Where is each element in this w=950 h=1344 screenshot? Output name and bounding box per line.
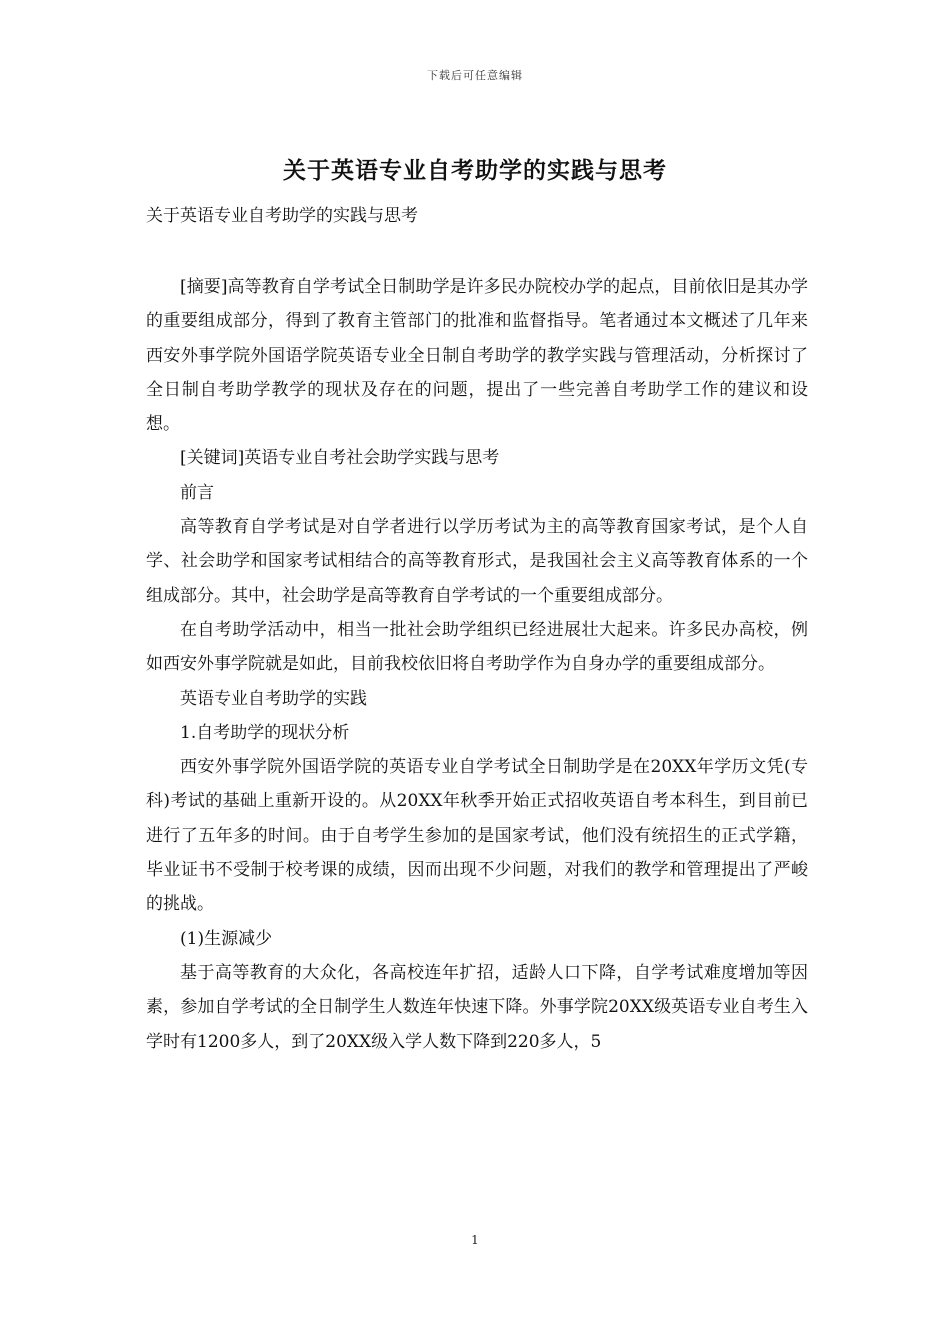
document-body (146, 270, 808, 1059)
body-paragraph: 高等教育自学考试是对自学者进行以学历考试为主的高等教育国家考试，是个人自学、社会助学和国家考试相结合的高等教育形式，是我国社会主义高等教育体系的一个组成部分。其中，社会助学是高等教育自学考试的一个重要组成部分。 (146, 517, 808, 606)
body-paragraph: 基于高等教育的大众化，各高校连年扩招，适龄人口下降，自学考试难度增加等因素，参加自学考试的全日制学生人数连年快速下降。外事学院20XX级英语专业自考生入学时有1200多人，到了20XX级入学人数下降到220多人，5 (146, 962, 808, 1052)
document-title: 关于英语专业自考助学的实践与思考 (283, 157, 667, 184)
page-number: 1 (471, 1233, 479, 1247)
abstract-paragraph: [摘要]高等教育自学考试全日制助学是许多民办院校办学的起点，目前依旧是其办学的重要组成部分，得到了教育主管部门的批准和监督指导。笔者通过本文概述了几年来西安外事学院外国语学院英语专业全日制自考助学的教学实践与管理活动，分析探讨了全日制自考助学教学的现状及存在的问题，提出了一些完善自考助学工作的建议和设想。 (146, 277, 808, 435)
body-paragraph: 西安外事学院外国语学院的英语专业自学考试全日制助学是在20XX年学历文凭(专科)考试的基础上重新开设的。从20XX年秋季开始正式招收英语自考本科生，到目前已进行了五年多的时间。由于自考学生参加的是国家考试，他们没有统招生的正式学籍，毕业证书不受制于校考课的成绩，因而出现不少问题，对我们的教学和管理提出了严峻的挑战。 (146, 757, 808, 915)
subsection-heading: (1)生源减少 (180, 928, 273, 949)
keywords-paragraph: [关键词]英语专业自考社会助学实践与思考 (180, 448, 500, 469)
document-subtitle: 关于英语专业自考助学的实践与思考 (146, 206, 418, 226)
subsection-heading: 1.自考助学的现状分析 (180, 722, 350, 743)
section-heading-preface: 前言 (180, 482, 214, 503)
section-heading-practice: 英语专业自考助学的实践 (180, 688, 367, 709)
body-paragraph: 在自考助学活动中，相当一批社会助学组织已经进展壮大起来。许多民办高校，例如西安外事学院就是如此，目前我校依旧将自考助学作为自身办学的重要组成部分。 (146, 619, 808, 675)
header-note: 下载后可任意编辑 (427, 69, 523, 82)
